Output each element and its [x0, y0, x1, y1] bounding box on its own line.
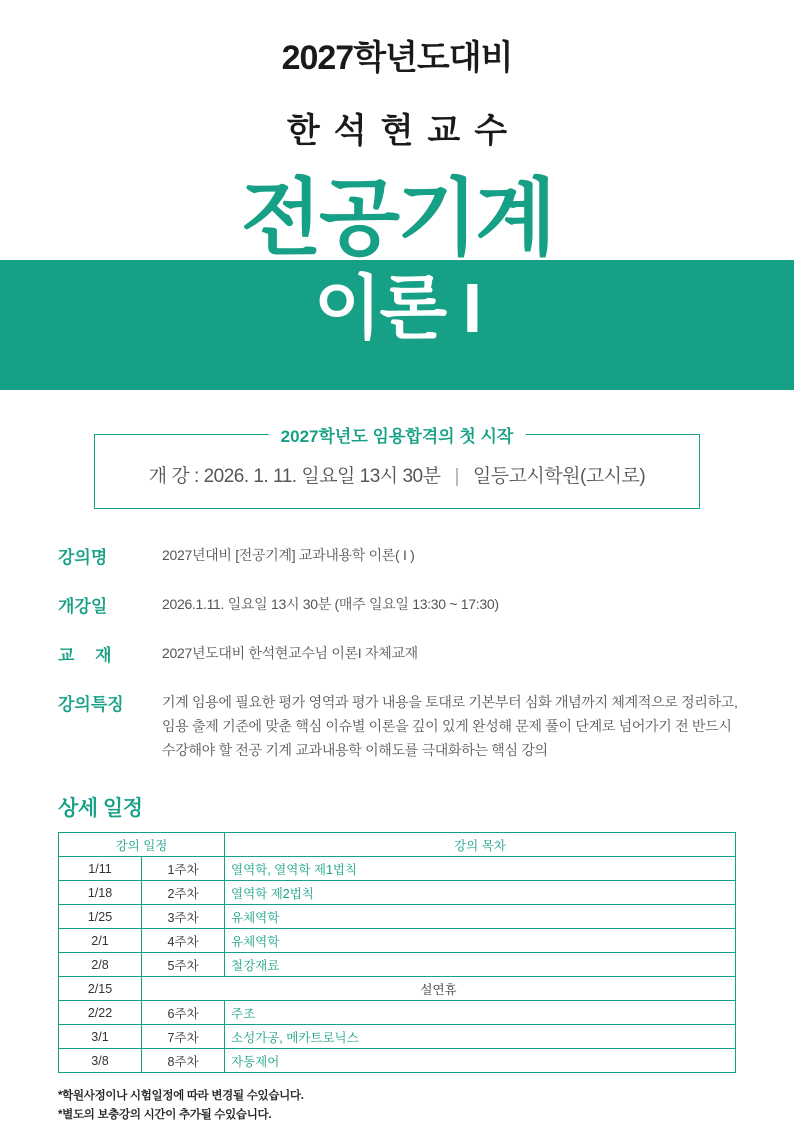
header-schedule-date: 강의 일정	[59, 833, 225, 857]
cell-week: 1주차	[142, 857, 225, 881]
cell-date: 1/25	[59, 905, 142, 929]
info-label-course-name: 강의명	[58, 548, 108, 567]
info-value-start-date: 2026.1.11. 일요일 13시 30분 (매주 일요일 13:30 ~ 17:30)	[162, 596, 499, 612]
info-row-textbook	[58, 641, 748, 666]
header-year-line: 2027학년도대비	[281, 39, 513, 77]
table-header-row	[59, 833, 736, 857]
table-row	[59, 953, 736, 977]
cell-week: 6주차	[142, 1001, 225, 1025]
cell-topic: 열역학 제2법칙	[225, 881, 736, 905]
info-row-course-name	[58, 543, 748, 568]
cell-date: 2/1	[59, 929, 142, 953]
footnotes	[58, 1087, 794, 1125]
header-professor-name: 한석현교수	[286, 112, 522, 150]
cell-topic: 철강재료	[225, 953, 736, 977]
footnote-1: *학원사정이나 시험일정에 따라 변경될 수있습니다.	[58, 1090, 304, 1102]
open-place-text: 일등고시학원(고시로)	[472, 466, 646, 487]
course-title-main: 전공기계	[240, 171, 554, 265]
course-info-list	[58, 543, 748, 762]
open-info-box	[94, 427, 700, 509]
open-separator: |	[454, 466, 459, 487]
header-schedule-topic: 강의 목차	[225, 833, 736, 857]
table-row-holiday	[59, 977, 736, 1001]
table-row	[59, 905, 736, 929]
open-info-tag: 2027학년도 임용합격의 첫 시작	[269, 422, 526, 447]
info-value-textbook: 2027년도대비 한석현교수님 이론I 자체교재	[162, 645, 418, 661]
table-row	[59, 881, 736, 905]
info-label-start-date: 개강일	[58, 597, 108, 616]
cell-date: 2/15	[59, 977, 142, 1001]
cell-date: 2/8	[59, 953, 142, 977]
cell-date: 3/8	[59, 1049, 142, 1073]
course-title-sub: 이론 I	[313, 269, 481, 347]
cell-date: 3/1	[59, 1025, 142, 1049]
cell-topic: 주조	[225, 1001, 736, 1025]
cell-date: 2/22	[59, 1001, 142, 1025]
info-value-course-name: 2027년대비 [전공기계] 교과내용학 이론( I )	[162, 547, 415, 563]
cell-topic: 유체역학	[225, 905, 736, 929]
info-label-textbook: 교 재	[58, 646, 120, 665]
cell-week: 8주차	[142, 1049, 225, 1073]
cell-holiday: 설연휴	[142, 977, 736, 1001]
cell-date: 1/11	[59, 857, 142, 881]
cell-week: 7주차	[142, 1025, 225, 1049]
info-label-features: 강의특징	[58, 695, 124, 714]
table-row	[59, 1049, 736, 1073]
cell-week: 4주차	[142, 929, 225, 953]
title-banner	[0, 170, 794, 400]
cell-topic: 유체역학	[225, 929, 736, 953]
info-value-features: 기계 임용에 필요한 평가 영역과 평가 내용을 토대로 기본부터 심화 개념까지 체계적으로 정리하고, 임용 출제 기준에 맞춘 핵심 이슈별 이론을 깊이 있게 완성해 문제 풀이 단계로 넘어가기 전 반드시 수강해야 할 전공 기계 교과내용학 이해도를 극대화하는 핵심 강의	[162, 694, 738, 758]
cell-week: 3주차	[142, 905, 225, 929]
cell-topic: 소성가공, 메카트로닉스	[225, 1025, 736, 1049]
cell-topic: 자동제어	[225, 1049, 736, 1073]
schedule-table	[58, 832, 736, 1073]
table-row	[59, 1025, 736, 1049]
poster-header	[0, 0, 794, 152]
table-row	[59, 929, 736, 953]
cell-week: 2주차	[142, 881, 225, 905]
info-row-start-date	[58, 592, 748, 617]
footnote-2: *별도의 보충강의 시간이 추가될 수있습니다.	[58, 1109, 272, 1121]
info-row-features	[58, 690, 748, 762]
open-info-line	[95, 461, 699, 488]
cell-date: 1/18	[59, 881, 142, 905]
table-row	[59, 857, 736, 881]
open-start-text: 개 강 : 2026. 1. 11. 일요일 13시 30분	[148, 466, 441, 487]
cell-topic: 열역학, 열역학 제1법칙	[225, 857, 736, 881]
table-row	[59, 1001, 736, 1025]
schedule-title: 상세 일정	[58, 797, 143, 820]
cell-week: 5주차	[142, 953, 225, 977]
